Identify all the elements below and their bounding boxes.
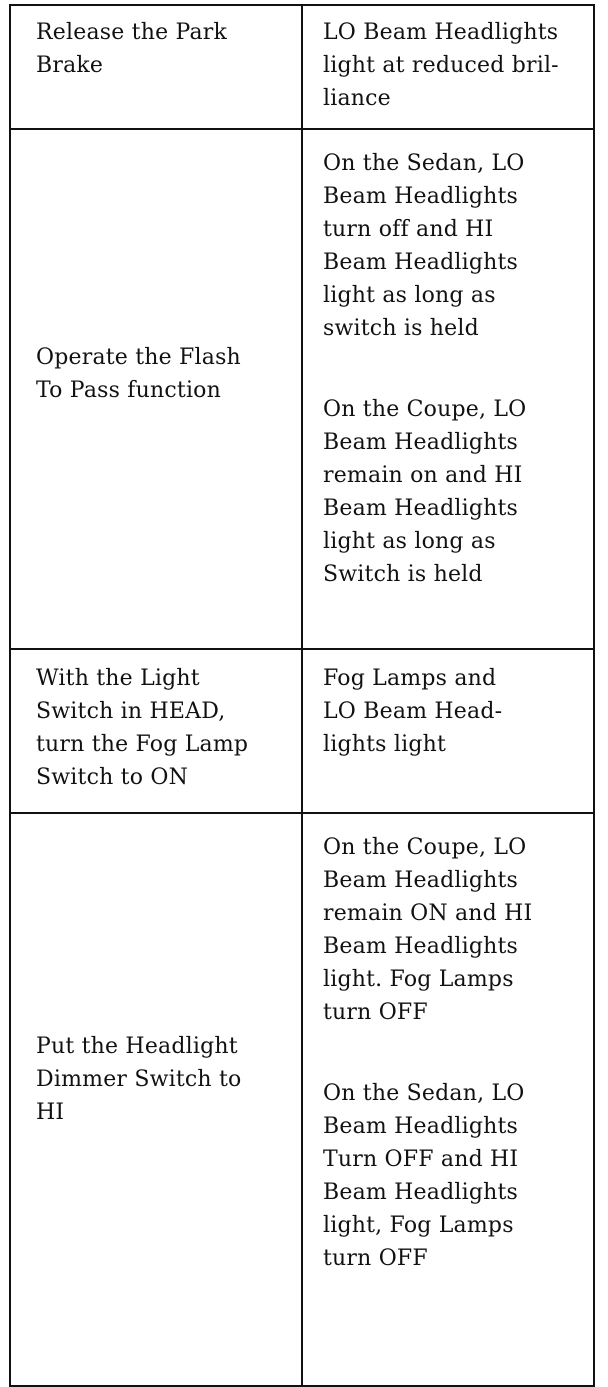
action-text: Operate the Flash To Pass function: [36, 345, 241, 403]
table-row: [10, 649, 594, 813]
action-text: Release the Park Brake: [36, 20, 228, 78]
action-cell: [10, 813, 302, 1386]
result-cell: [302, 129, 594, 649]
result-text: On the Coupe, LO Beam Headlights remain on and HI Beam Headlights light as long as Switch is held: [323, 397, 527, 587]
action-cell: [10, 129, 302, 649]
action-cell: [10, 649, 302, 813]
result-cell: [302, 649, 594, 813]
result-text: On the Sedan, LO Beam Headlights Turn OFF and HI Beam Headlights light, Fog Lamps turn OFF: [323, 1081, 525, 1271]
table-row: [10, 129, 594, 649]
result-text: LO Beam Headlights light at reduced bril- liance: [323, 20, 559, 111]
result-cell: [302, 813, 594, 1386]
result-text: Fog Lamps and LO Beam Head- lights light: [323, 666, 503, 757]
action-text: Put the Headlight Dimmer Switch to HI: [36, 1034, 242, 1125]
action-text: With the Light Switch in HEAD, turn the Fog Lamp Switch to ON: [36, 666, 249, 790]
table-row: [10, 813, 594, 1386]
table-row: [10, 5, 594, 129]
procedure-table: [9, 4, 595, 1387]
result-text: On the Coupe, LO Beam Headlights remain ON and HI Beam Headlights light. Fog Lamps turn OFF: [323, 835, 533, 1025]
action-cell: [10, 5, 302, 129]
result-cell: [302, 5, 594, 129]
result-text: On the Sedan, LO Beam Headlights turn off and HI Beam Headlights light as long as switch is held: [323, 151, 525, 341]
